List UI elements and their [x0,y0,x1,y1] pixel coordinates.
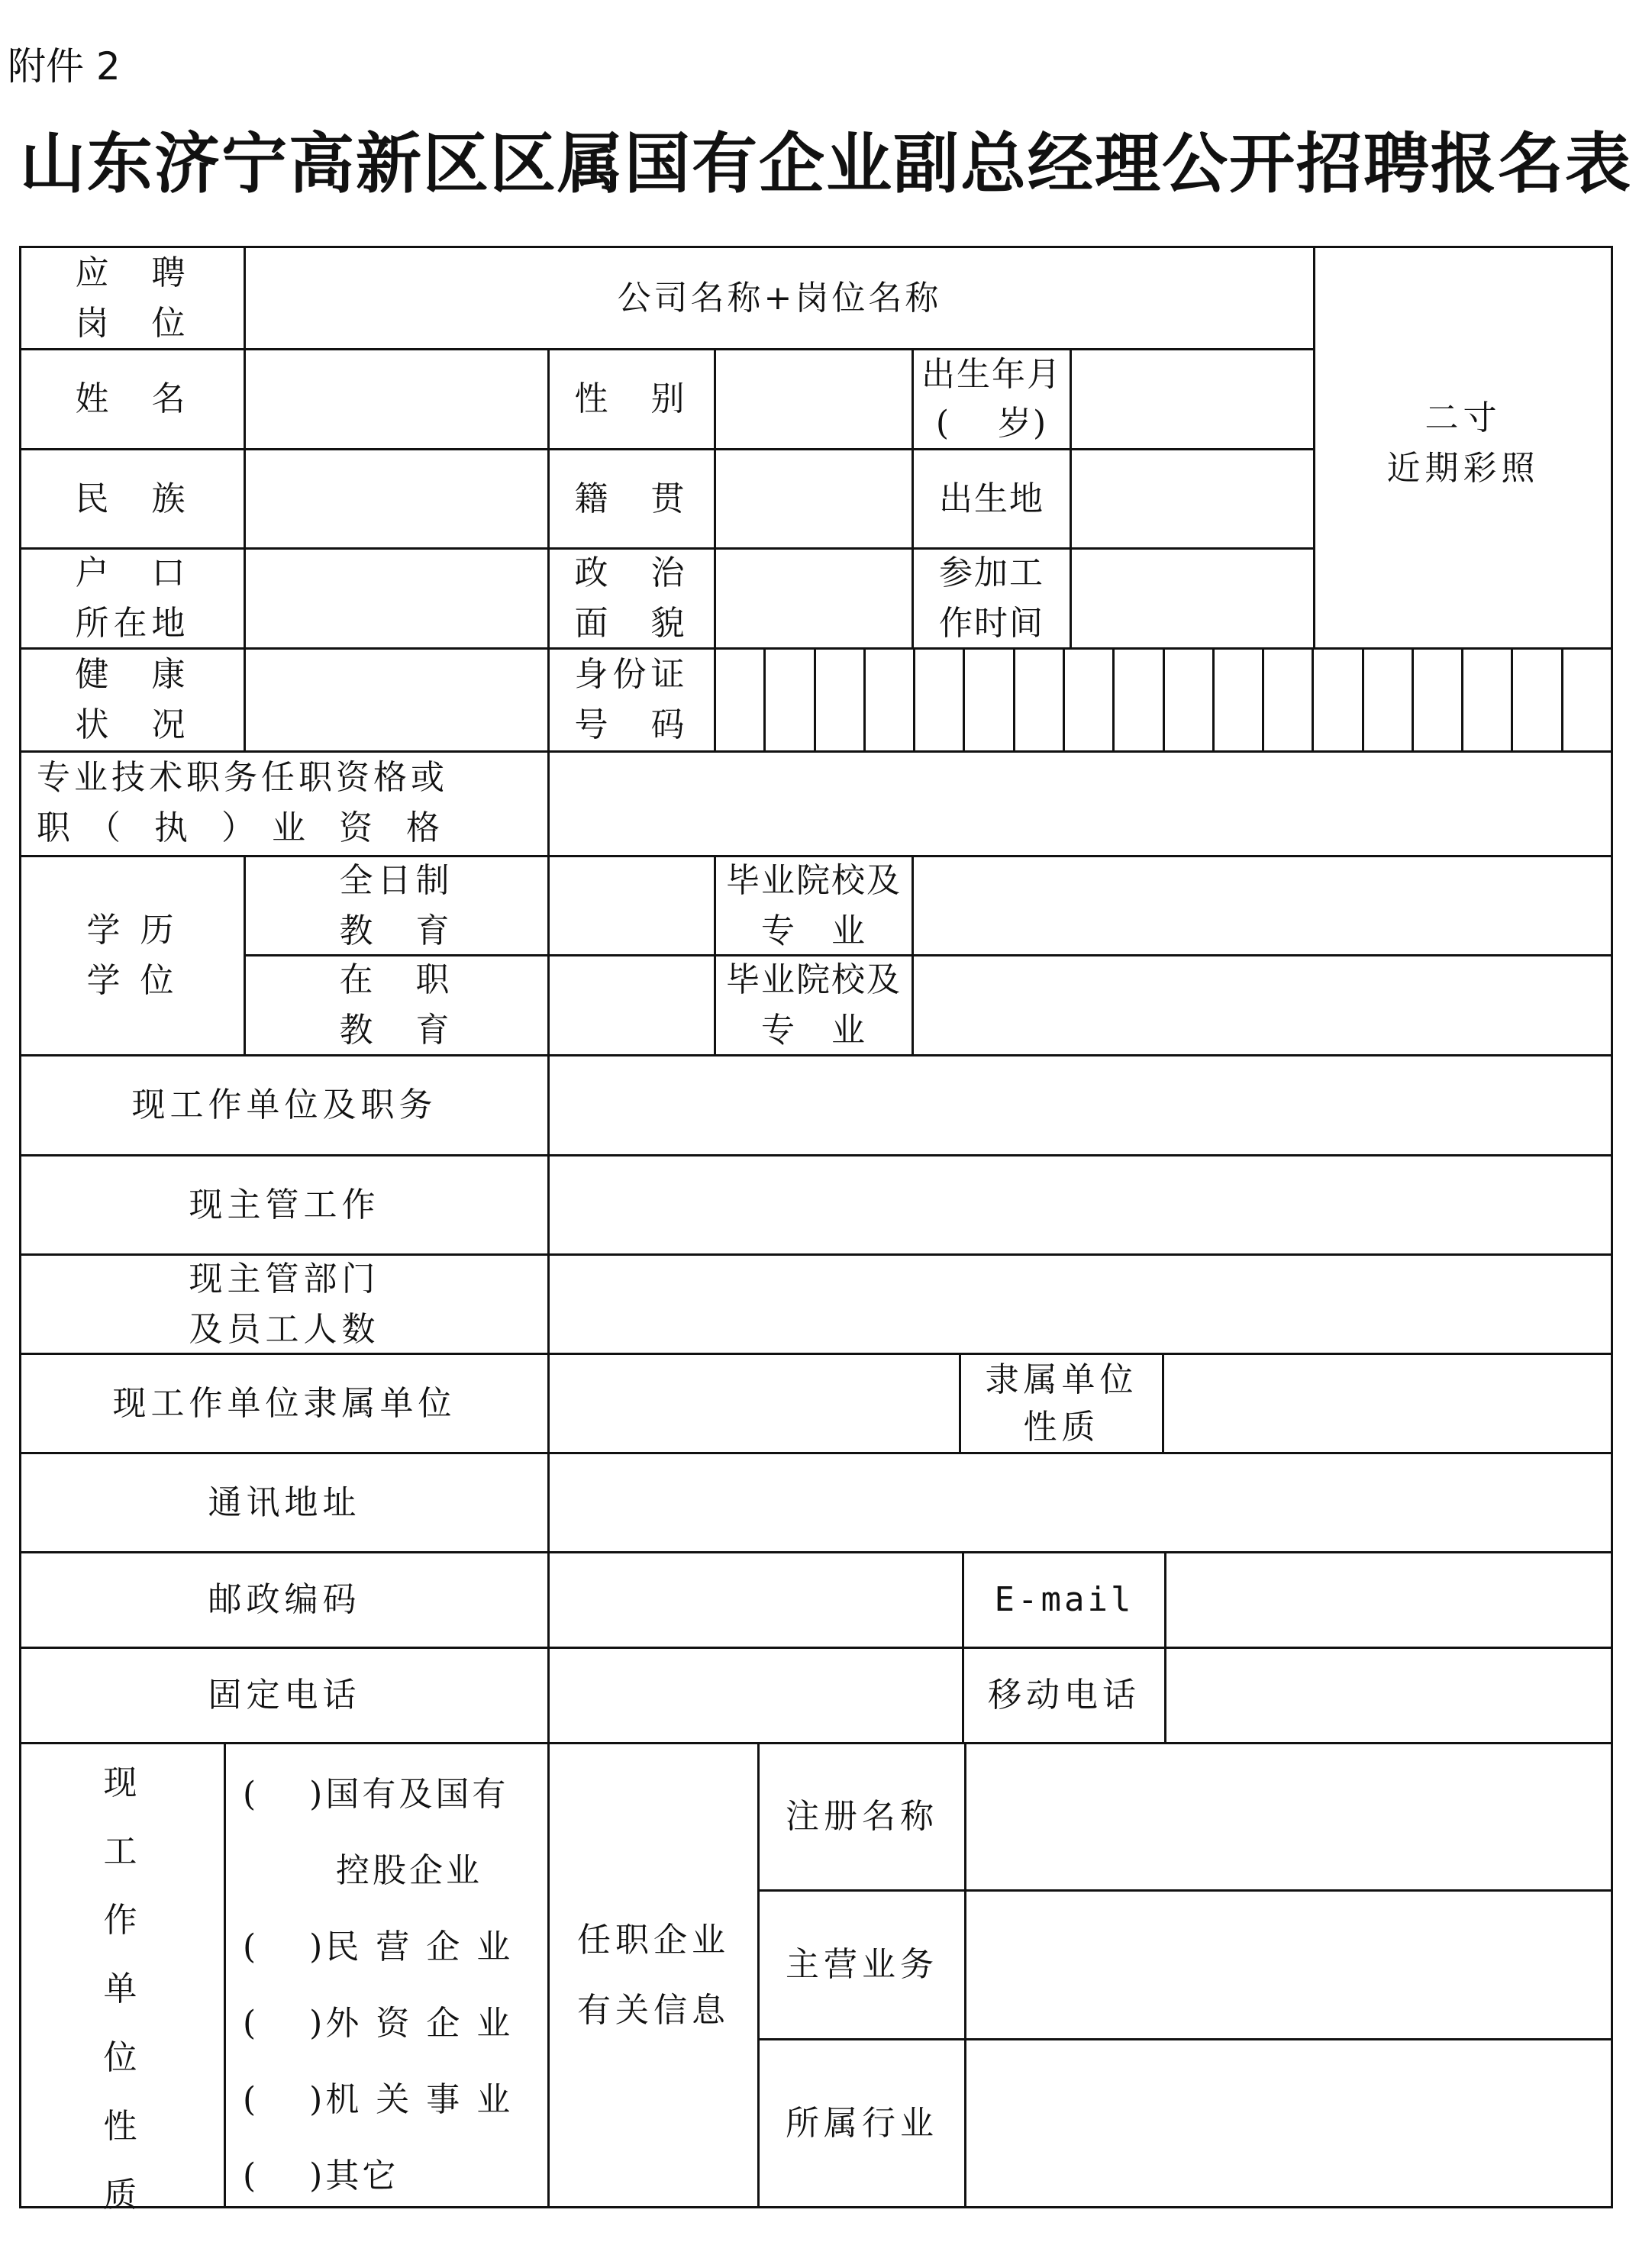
email-field[interactable] [1166,1553,1611,1647]
unit-nature-label: 现 工 作 单 位 性 质 [103,1763,142,2215]
id-digit-box[interactable] [963,647,1012,750]
enterprise-info-label: 任职企业 有关信息 [577,1920,730,2030]
current-unit-label: 现工作单位及职务 [131,1086,437,1124]
id-digit-box[interactable] [1063,647,1112,750]
current-dept-field[interactable] [550,1256,1611,1353]
inservice-degree-field[interactable] [550,956,714,1054]
native-place-field[interactable] [716,450,912,547]
id-digit-divider [1212,647,1215,750]
mobile-label: 移动电话 [988,1676,1141,1715]
work-start-label: 参加工 作时间 [939,553,1044,643]
gender-field[interactable] [716,350,912,448]
form-title: 山东济宁高新区区属国有企业副总经理公开招聘报名表 [20,125,1632,202]
id-digit-box[interactable] [1412,647,1461,750]
postcode-label: 邮政编码 [208,1580,361,1619]
current-unit-field[interactable] [550,1056,1611,1154]
nature-option-state-owned-cont: 控股企业 [336,1851,482,1890]
id-digit-box[interactable] [913,647,963,750]
qualification-field[interactable] [550,753,1611,855]
id-digit-box[interactable] [714,647,763,750]
id-digit-divider [1163,647,1165,750]
id-digit-divider [1362,647,1364,750]
table-border-right [1611,246,1613,2208]
phone-label: 固定电话 [208,1676,361,1715]
id-digit-divider [1561,647,1563,750]
hukou-field[interactable] [246,550,547,647]
main-business-field[interactable] [966,1892,1611,2038]
id-label: 身份证 号 码 [574,655,689,744]
postcode-field[interactable] [550,1553,962,1647]
nature-option-private[interactable]: ( )民 营 企 业 [243,1927,514,1966]
id-digit-divider [913,647,915,750]
work-start-field[interactable] [1072,550,1313,647]
id-digit-divider [1511,647,1513,750]
id-digit-box[interactable] [1212,647,1262,750]
photo-placeholder[interactable]: 二寸 近期彩照 [1386,398,1540,488]
nature-option-state-owned[interactable]: ( )国有及国有 [243,1775,509,1814]
id-digit-divider [1013,647,1015,750]
education-label: 学 历 学 位 [86,911,179,1000]
grid-line [224,1742,226,2208]
health-label: 健 康 状 况 [75,655,190,744]
id-digit-box[interactable] [863,647,913,750]
id-digit-box[interactable] [1262,647,1312,750]
political-field[interactable] [716,550,912,647]
id-digit-divider [763,647,766,750]
nature-option-other[interactable]: ( )其它 [243,2157,399,2195]
nature-option-foreign[interactable]: ( )外 资 企 业 [243,2004,514,2043]
id-digit-divider [1412,647,1414,750]
reg-name-label: 注册名称 [786,1797,938,1836]
current-work-label: 现主管工作 [189,1185,380,1224]
id-digit-divider [814,647,816,750]
position-label: 应 聘 岗 位 [75,253,190,343]
id-digit-box[interactable] [1511,647,1560,750]
id-digit-box[interactable] [1163,647,1212,750]
fulltime-school-field[interactable] [914,857,1611,954]
id-digit-box[interactable] [1362,647,1412,750]
id-digit-divider [963,647,965,750]
id-digit-divider [1262,647,1264,750]
nature-option-public-institution[interactable]: ( )机 关 事 业 [243,2080,514,2119]
current-dept-label: 现主管部门 及员工人数 [189,1259,380,1349]
main-business-label: 主营业务 [786,1945,938,1984]
inservice-school-label: 毕业院校及 专 业 [726,960,902,1050]
id-digit-divider [1112,647,1115,750]
inservice-school-field[interactable] [914,956,1611,1054]
mobile-field[interactable] [1166,1649,1611,1742]
hukou-label: 户 口 所在地 [75,553,190,643]
qualification-label-line2: 职 （ 执 ） 业 资 格 [37,808,440,847]
reg-name-field[interactable] [966,1744,1611,1889]
id-digit-box[interactable] [1112,647,1162,750]
id-digit-box[interactable] [814,647,863,750]
ethnicity-label: 民 族 [75,479,190,518]
attachment-label: 附件 2 [8,44,121,89]
id-digit-divider [1461,647,1463,750]
birth-label: 出生年月 ( 岁) [921,355,1062,443]
native-place-label: 籍 贯 [574,479,689,518]
name-label: 姓 名 [75,379,190,418]
health-field[interactable] [246,650,547,750]
id-digit-divider [863,647,866,750]
id-digit-divider [1063,647,1065,750]
industry-label: 所属行业 [786,2103,938,2143]
fulltime-label: 全日制 教 育 [339,860,454,950]
inservice-label: 在 职 教 育 [339,960,454,1050]
birthplace-field[interactable] [1072,450,1313,547]
fulltime-degree-field[interactable] [550,857,714,954]
id-digit-divider [1312,647,1314,750]
position-value[interactable]: 公司名称+岗位名称 [617,278,942,318]
qualification-label-line1: 专业技术职务任职资格或 [37,758,448,797]
ethnicity-field[interactable] [246,450,547,547]
current-work-field[interactable] [550,1156,1611,1253]
birth-field[interactable] [1072,350,1313,448]
superior-nature-field[interactable] [1164,1355,1611,1452]
political-label: 政 治 面 貌 [574,553,689,643]
address-label: 通讯地址 [208,1482,361,1522]
id-digit-box[interactable] [1312,647,1361,750]
fulltime-school-label: 毕业院校及 专 业 [726,860,902,950]
phone-field[interactable] [550,1649,962,1742]
id-digit-box[interactable] [1013,647,1063,750]
table-border-bottom [19,2206,1612,2208]
superior-unit-field[interactable] [550,1355,959,1452]
superior-unit-label: 现工作单位隶属单位 [112,1383,457,1423]
id-digit-box[interactable] [1561,647,1611,750]
id-digit-box[interactable] [763,647,813,750]
birthplace-label: 出生地 [939,479,1044,518]
id-digit-box[interactable] [1461,647,1511,750]
address-field[interactable] [550,1454,1611,1551]
gender-label: 性 别 [574,379,689,418]
name-field[interactable] [246,350,547,448]
superior-nature-label: 隶属单位 性质 [985,1360,1138,1447]
email-label: E-mail [994,1580,1134,1619]
industry-field[interactable] [966,2040,1611,2206]
